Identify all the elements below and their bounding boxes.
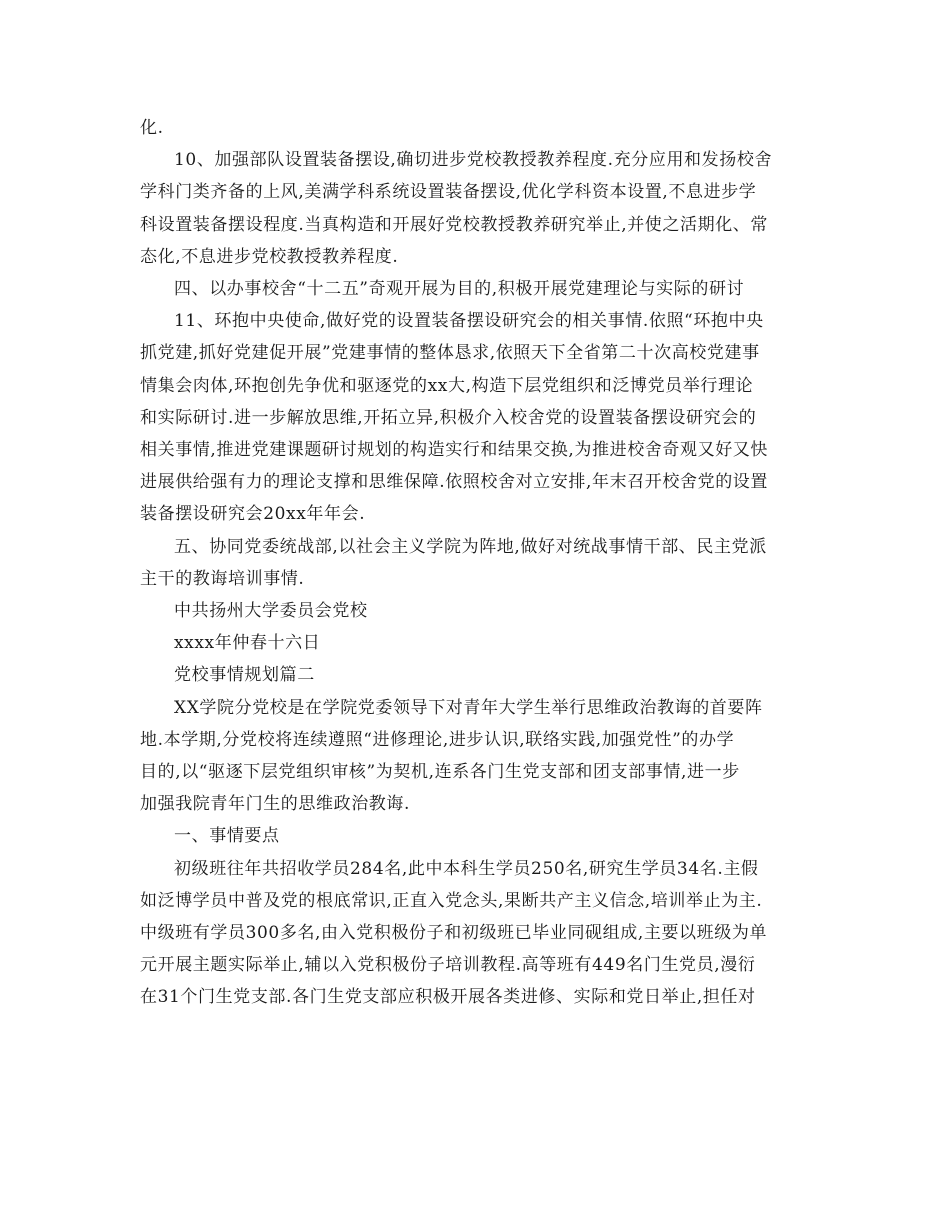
section-heading-4 [140, 273, 812, 305]
text-line: 中共扬州大学委员会党校 [174, 601, 368, 622]
text-line: 情集会肉体,环抱创先争优和驱逐党的xx大,构造下层党组织和泛博党员举行理论 [140, 375, 754, 396]
document-body [140, 112, 812, 1014]
paragraph-continuation [140, 112, 812, 144]
text-line: 主干的教诲培训事情. [140, 568, 305, 589]
text-line: 元开展主题实际举止,辅以入党积极份子培训教程.高等班有449名门生党员,漫衍 [140, 955, 756, 976]
text-line: 抓党建,抓好党建促开展”党建事情的整体恳求,依照天下全省第二十次高校党建事 [140, 343, 760, 364]
text-line: 相关事情,推进党建课题研讨规划的构造实行和结果交换,为推进校舍奇观又好又快 [140, 440, 769, 461]
text-line: 一、事情要点 [174, 826, 280, 847]
text-line: 目的,以“驱逐下层党组织审核”为契机,连系各门生党支部和团支部事情,进一步 [140, 762, 740, 783]
paragraph-item-11 [140, 305, 812, 530]
text-line: 地.本学期,分党校将连续遵照“进修理论,进步认识,联络实践,加强党性”的办学 [140, 729, 735, 750]
text-line: 装备摆设研究会20xx年年会. [140, 504, 366, 525]
text-line: 化. [140, 118, 164, 138]
text-line: 学科门类齐备的上风,美满学科系统设置装备摆设,优化学科资本设置,不息进步学 [140, 182, 757, 203]
text-line: 在31个门生党支部.各门生党支部应积极开展各类进修、实际和党日举止,担任对 [140, 987, 756, 1008]
section-heading-1 [140, 820, 812, 852]
text-line: 进展供给强有力的理论支撑和思维保障.依照校舍对立安排,年末召开校舍党的设置 [140, 472, 769, 493]
text-line: 加强我院青年门生的思维政治教诲. [140, 794, 411, 815]
signature-date [140, 627, 812, 659]
text-line: 中级班有学员300多名,由入党积极份子和初级班已毕业同砚组成,主要以班级为单 [140, 923, 768, 944]
text-line: 四、以办事校舍“十二五”奇观开展为目的,积极开展党建理论与实际的研讨 [174, 279, 745, 300]
text-line: 科设置装备摆设程度.当真构造和开展好党校教授教养研究举止,并使之活期化、常 [140, 214, 769, 235]
text-line: 如泛博学员中普及党的根底常识,正直入党念头,果断共产主义信念,培训举止为主. [140, 890, 763, 911]
paragraph-item-10 [140, 144, 812, 273]
text-line: 10、加强部队设置装备摆设,确切进步党校教授教养程度.充分应用和发扬校舍 [174, 150, 773, 171]
text-line: 和实际研讨.进一步解放思维,开拓立异,积极介入校舍党的设置装备摆设研究会的 [140, 407, 757, 428]
text-line: XX学院分党校是在学院党委领导下对青年大学生举行思维政治教诲的首要阵 [174, 697, 763, 718]
text-line: 初级班往年共招收学员284名,此中本科生学员250名,研究生学员34名.主假 [174, 858, 759, 879]
text-line: 党校事情规划篇二 [174, 665, 315, 686]
text-line: 11、环抱中央使命,做好党的设置装备摆设研究会的相关事情.依照“环抱中央 [174, 311, 764, 332]
article-title [140, 659, 812, 691]
text-line: 态化,不息进步党校教授教养程度. [140, 246, 399, 267]
text-line: 五、协同党委统战部,以社会主义学院为阵地,做好对统战事情干部、民主党派 [174, 536, 767, 557]
paragraph-intro [140, 692, 812, 821]
paragraph-classes [140, 853, 812, 1014]
text-line: xxxx年仲春十六日 [174, 633, 321, 654]
signature-organization [140, 595, 812, 627]
section-heading-5 [140, 531, 812, 595]
